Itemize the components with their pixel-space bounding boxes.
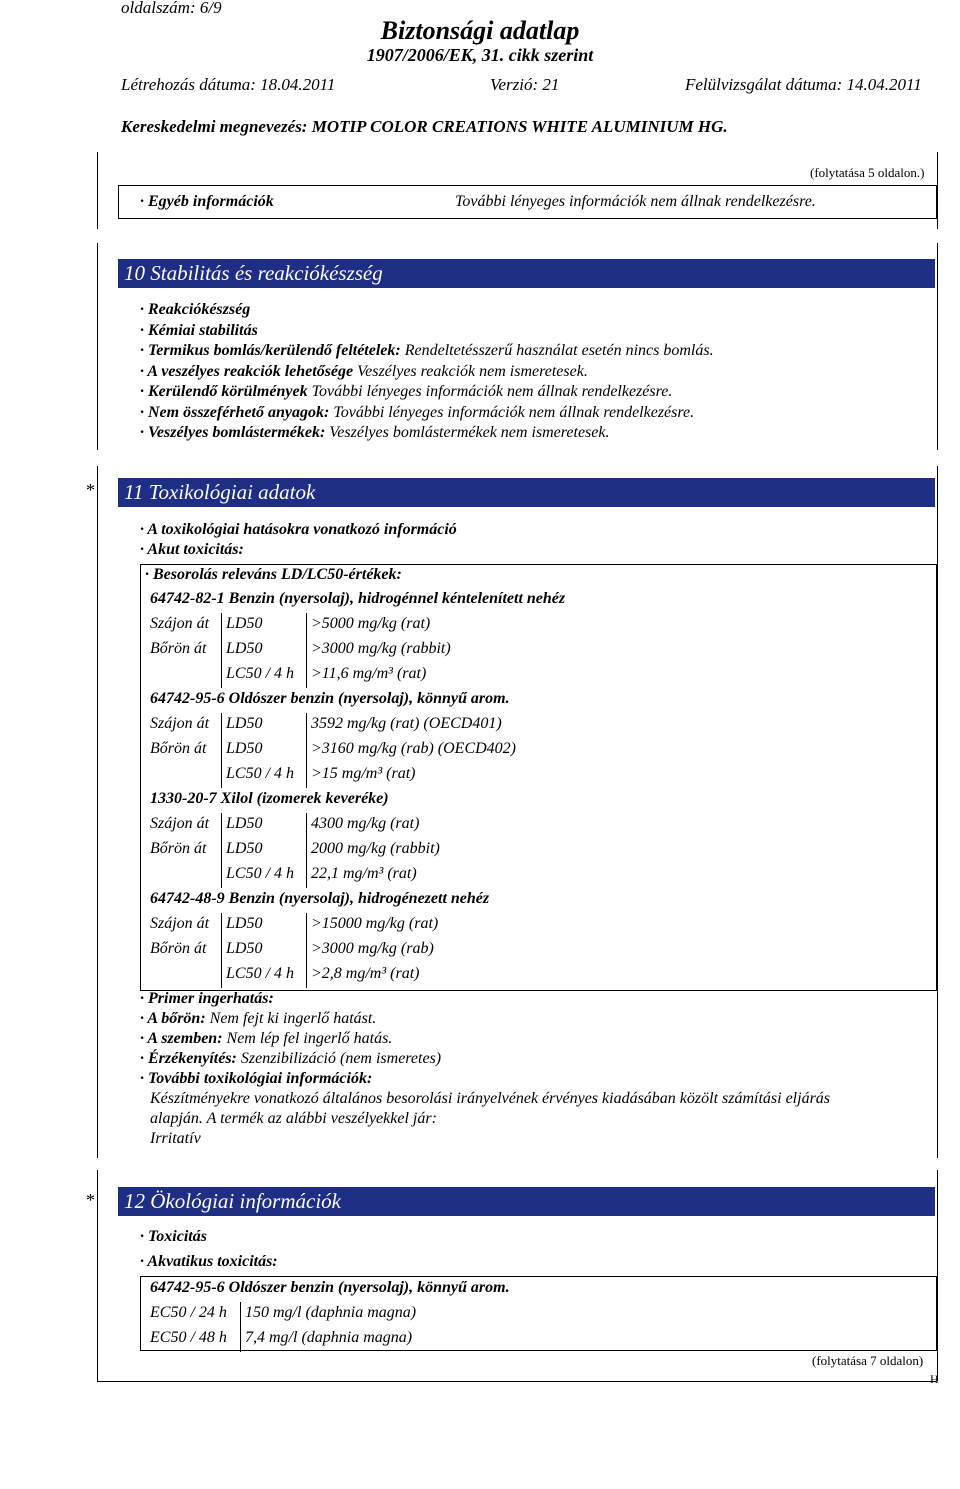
route-cell: Bőrön át (150, 940, 207, 957)
measure-cell: LD50 (226, 615, 263, 632)
measure-cell: LD50 (226, 940, 263, 957)
acute-tox-label: · Akut toxicitás: (140, 541, 244, 558)
line-value: További lényeges információk nem állnak rendelkezésre. (329, 403, 695, 421)
substance-name: 1330-20-7 Xilol (izomerek keveréke) (150, 790, 389, 807)
section-10-line (140, 301, 250, 319)
value-cell: >3000 mg/kg (rabbit) (311, 640, 451, 657)
toxicity-label: · Toxicitás (140, 1228, 207, 1245)
value-cell: >15 mg/m³ (rat) (311, 765, 416, 782)
section-10-line (140, 322, 258, 340)
measure-cell: LD50 (226, 915, 263, 932)
trade-name: Kereskedelmi megnevezés: MOTIP COLOR CREATIONS WHITE ALUMINIUM HG. (121, 117, 728, 136)
line-label: · A veszélyes reakciók lehetősége (140, 362, 354, 380)
route-cell: Szájon át (150, 715, 210, 732)
cell-divider (221, 663, 222, 688)
cell-divider (306, 738, 307, 763)
measure-cell: LD50 (226, 740, 263, 757)
line-value: Nem lép fel ingerlő hatás. (222, 1030, 393, 1047)
measure-cell: LC50 / 4 h (226, 765, 295, 782)
line-value: Veszélyes reakciók nem ismeretesek. (353, 362, 588, 380)
section-10-line (140, 342, 714, 360)
cell-divider (306, 663, 307, 688)
page-number: oldalszám: 6/9 (121, 0, 222, 17)
value-cell: >15000 mg/kg (rat) (311, 915, 439, 932)
section-11-change-marker: * (86, 480, 95, 500)
other-info-value: További lényeges információk nem állnak rendelkezésre. (455, 193, 816, 210)
section-10-line (140, 363, 588, 381)
cell-divider (221, 763, 222, 788)
line-label: · Primer ingerhatás: (140, 990, 274, 1007)
line-value: Szenzibilizáció (nem ismeretes) (236, 1050, 442, 1067)
section-10-line (140, 383, 672, 401)
cell-divider (221, 938, 222, 963)
footer-mark: H (930, 1372, 939, 1386)
cell-divider (221, 713, 222, 738)
section-11-line (140, 1010, 376, 1028)
route-cell: Szájon át (150, 915, 210, 932)
substance-name: 64742-82-1 Benzin (nyersolaj), hidrogénnel kéntelenített nehéz (150, 590, 566, 607)
cell-divider (306, 913, 307, 938)
line-label: · Veszélyes bomlástermékek: (140, 424, 326, 441)
continued-to: (folytatása 7 oldalon) (812, 1353, 924, 1368)
tox-info-label: · A toxikológiai hatásokra vonatkozó információ (140, 521, 457, 538)
route-cell: Bőrön át (150, 740, 207, 757)
cell-divider (221, 913, 222, 938)
line-label: · Érzékenyítés: (140, 1050, 237, 1067)
other-info-label: · Egyéb információk (140, 193, 274, 210)
aquatic-tox-label: · Akvatikus toxicitás: (140, 1253, 278, 1270)
document-title: Biztonsági adatlap (380, 16, 580, 45)
measure-cell: LC50 / 4 h (226, 665, 295, 682)
value-cell: 2000 mg/kg (rabbit) (311, 840, 440, 857)
cell-divider (240, 1327, 241, 1352)
cell-divider (240, 1302, 241, 1327)
cell-divider (221, 738, 222, 763)
cell-divider (306, 963, 307, 988)
section-11-line (140, 1030, 392, 1048)
cell-divider (221, 838, 222, 863)
bottom-rule (97, 1381, 936, 1382)
route-cell: Bőrön át (150, 640, 207, 657)
further-text-2: alapján. A termék az alábbi veszélyekkel jár: (150, 1110, 437, 1127)
line-label: · A bőrön: (140, 1010, 206, 1027)
cell-divider (306, 713, 307, 738)
cell-divider (306, 613, 307, 638)
measure-cell: LC50 / 4 h (226, 865, 295, 882)
section-10-heading: 10 Stabilitás és reakciókészség (118, 259, 935, 288)
revision-date: Felülvizsgálat dátuma: 14.04.2011 (685, 75, 922, 94)
section-12-heading: 12 Ökológiai információk (118, 1187, 935, 1216)
cell-divider (306, 638, 307, 663)
value-cell: 22,1 mg/m³ (rat) (311, 865, 417, 882)
cell-divider (306, 838, 307, 863)
continued-from: (folytatása 5 oldalon.) (810, 165, 925, 180)
eco-measure-cell: EC50 / 48 h (150, 1329, 227, 1346)
line-label: · Kémiai stabilitás (140, 321, 258, 339)
cell-divider (306, 763, 307, 788)
measure-cell: LD50 (226, 840, 263, 857)
route-cell: Szájon át (150, 815, 210, 832)
section-11-line (140, 1070, 372, 1088)
tox-table-title: · Besorolás releváns LD/LC50-értékek: (145, 566, 402, 583)
substance-name: 64742-48-9 Benzin (nyersolaj), hidrogénezett nehéz (150, 890, 490, 907)
line-label: · Nem összeférhető anyagok: (140, 403, 330, 421)
line-label: · A szemben: (140, 1030, 223, 1047)
creation-date: Létrehozás dátuma: 18.04.2011 (121, 75, 336, 94)
measure-cell: LD50 (226, 815, 263, 832)
cell-divider (221, 638, 222, 663)
section-10-line (140, 404, 694, 422)
measure-cell: LD50 (226, 640, 263, 657)
value-cell: >11,6 mg/m³ (rat) (311, 665, 427, 682)
section-10-line (140, 424, 609, 442)
line-value: Nem fejt ki ingerlő hatást. (205, 1010, 377, 1027)
line-label: · Kerülendő körülmények (140, 383, 308, 400)
route-cell: Bőrön át (150, 840, 207, 857)
line-value: Rendeltetésszerű használat esetén nincs bomlás. (400, 342, 714, 359)
cell-divider (306, 863, 307, 888)
further-text-1: Készítményekre vonatkozó általános besorolási irányelvének érvényes kiadásában közölt számítási eljárás (150, 1090, 831, 1107)
value-cell: 3592 mg/kg (rat) (OECD401) (311, 715, 502, 732)
cell-divider (306, 813, 307, 838)
document-subtitle: 1907/2006/EK, 31. cikk szerint (366, 45, 594, 65)
cell-divider (221, 613, 222, 638)
substance-name: 64742-95-6 Oldószer benzin (nyersolaj), könnyű arom. (150, 690, 510, 707)
line-label: · További toxikológiai információk: (140, 1070, 373, 1087)
line-label: · Termikus bomlás/kerülendő feltételek: (140, 342, 401, 359)
eco-value-cell: 150 mg/l (daphnia magna) (245, 1304, 417, 1321)
eco-substance: 64742-95-6 Oldószer benzin (nyersolaj), könnyű arom. (150, 1279, 510, 1296)
line-label: · Reakciókészség (140, 301, 251, 318)
line-value: Veszélyes bomlástermékek nem ismeretesek. (325, 424, 610, 441)
line-value: További lényeges információk nem állnak rendelkezésre. (307, 383, 673, 400)
value-cell: >2,8 mg/m³ (rat) (311, 965, 420, 982)
cell-divider (221, 813, 222, 838)
eco-measure-cell: EC50 / 24 h (150, 1304, 227, 1321)
further-text-3: Irritatív (150, 1130, 201, 1147)
section-11-heading: 11 Toxikológiai adatok (118, 478, 935, 507)
value-cell: 4300 mg/kg (rat) (311, 815, 420, 832)
route-cell: Szájon át (150, 615, 210, 632)
measure-cell: LD50 (226, 715, 263, 732)
cell-divider (306, 938, 307, 963)
section-12-change-marker: * (86, 1190, 95, 1210)
cell-divider (221, 963, 222, 988)
cell-divider (221, 863, 222, 888)
version: Verzió: 21 (490, 75, 560, 94)
section-11-line (140, 1050, 441, 1068)
section-11-line (140, 990, 274, 1008)
eco-value-cell: 7,4 mg/l (daphnia magna) (245, 1329, 413, 1346)
value-cell: >3160 mg/kg (rab) (OECD402) (311, 740, 516, 757)
measure-cell: LC50 / 4 h (226, 965, 295, 982)
value-cell: >5000 mg/kg (rat) (311, 615, 431, 632)
value-cell: >3000 mg/kg (rab) (311, 940, 434, 957)
